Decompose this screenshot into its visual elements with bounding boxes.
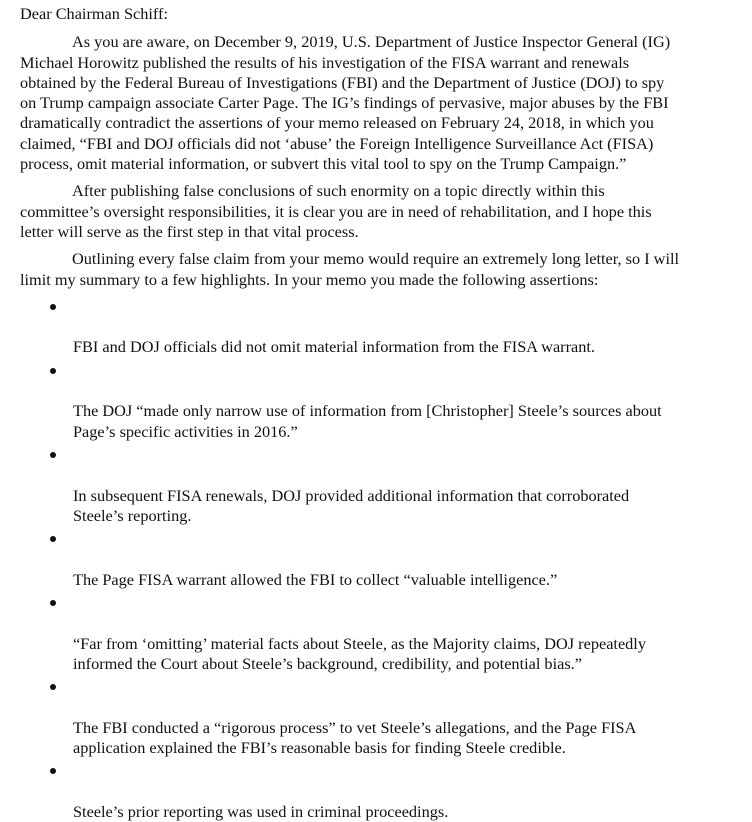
assertion-item: [20, 529, 736, 590]
paragraph-summary-intro: Outlining every false claim from your memo would require an extremely long letter, so I will limit my summary to a few highlights. In your memo you made the following assertions:: [20, 249, 680, 289]
bullet-icon: [46, 445, 60, 465]
salutation: Dear Chairman Schiff:: [20, 4, 168, 23]
assertions-list: [20, 297, 736, 822]
assertion-item: [20, 445, 736, 526]
bullet-icon: [46, 529, 60, 549]
bullet-icon: [46, 761, 60, 781]
bullet-icon: [46, 361, 60, 381]
assertion-text: The DOJ “made only narrow use of information from [Christopher] Steele’s sources about Page’s specific activities in 2016.”: [73, 401, 662, 441]
bullet-icon: [46, 677, 60, 697]
assertion-text: Steele’s prior reporting was used in criminal proceedings.: [73, 801, 449, 821]
assertion-item: [20, 593, 736, 674]
assertion-text: The FBI conducted a “rigorous process” to vet Steele’s allegations, and the Page FISA application explained the FBI’s reasonable basis for finding Steele credible.: [73, 717, 637, 758]
assertion-item: [20, 297, 736, 358]
bullet-icon: [46, 593, 60, 613]
assertion-item: [20, 761, 736, 822]
assertion-text: “Far from ‘omitting’ material facts about Steele, as the Majority claims, DOJ repeatedly informed the Court about Steele’s background, credibility, and potential bias.”: [73, 633, 646, 673]
assertion-text: FBI and DOJ officials did not omit material information from the FISA warrant.: [73, 337, 595, 357]
paragraph-ig-findings: As you are aware, on December 9, 2019, U.S. Department of Justice Inspector General (IG) Michael Horowitz published the results of his investigation of the FISA warrant and renewals obtained by the Federal Bureau of Investigations (FBI) and the Department of Justice (DOJ) to spy on Trump campaign associate Carter Page. The IG’s findings of pervasive, major abuses by the FBI dramatically contradict the assertions of your memo released on February 24, 2018, in which you claimed, “FBI and DOJ officials did not ‘abuse’ the Foreign Intelligence Surveillance Act (FISA) process, omit material information, or subvert this vital tool to spy on the Trump Campaign.”: [20, 32, 671, 174]
assertion-text: The Page FISA warrant allowed the FBI to collect “valuable intelligence.”: [73, 569, 558, 589]
bullet-icon: [46, 297, 60, 317]
assertion-item: [20, 361, 736, 442]
assertion-text: In subsequent FISA renewals, DOJ provided additional information that corroborated Steele’s reporting.: [73, 485, 630, 525]
paragraph-rehabilitation: After publishing false conclusions of such enormity on a topic directly within this committee’s oversight responsibilities, it is clear you are in need of rehabilitation, and I hope this letter will serve as the first step in that vital process.: [20, 181, 652, 241]
assertion-item: [20, 677, 736, 758]
